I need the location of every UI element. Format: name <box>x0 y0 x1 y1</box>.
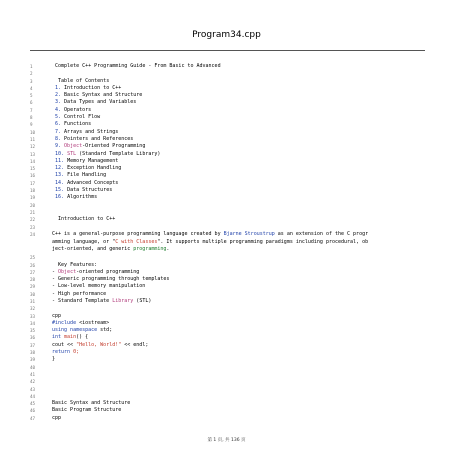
line-number: 44 <box>30 393 36 399</box>
code-line <box>30 291 430 298</box>
code-token: 13. <box>52 172 68 179</box>
code-line <box>30 172 430 179</box>
code-token: std; <box>97 327 113 334</box>
page-footer: 第 1 页, 共 136 页 <box>207 438 246 443</box>
code-line <box>30 342 430 349</box>
code-token: 14. <box>52 179 68 186</box>
code-line <box>30 121 430 128</box>
line-text <box>52 364 430 371</box>
code-token: Algorithms <box>67 194 98 201</box>
code-line <box>30 269 430 276</box>
line-number: 45 <box>30 401 36 407</box>
code-token: Basic Syntax and Structure <box>52 400 131 407</box>
line-number: 23 <box>30 224 36 230</box>
code-token: - Standard Template <box>52 298 113 304</box>
document-title: Program34.cpp <box>192 30 261 40</box>
code-line <box>30 298 430 305</box>
code-line <box>30 407 430 414</box>
line-text <box>52 209 430 216</box>
line-number: 2 <box>30 71 33 77</box>
line-text <box>52 231 430 254</box>
line-number: 10 <box>30 129 36 135</box>
line-number: 19 <box>30 195 36 201</box>
code-line <box>30 305 430 312</box>
code-line <box>30 187 430 194</box>
code-token: 7. <box>52 128 65 135</box>
code-token: 0; <box>70 349 80 356</box>
line-number: 21 <box>30 209 36 215</box>
code-line <box>30 386 430 393</box>
line-number: 24 <box>30 231 36 237</box>
code-token: Basic Syntax and Structure <box>64 92 143 99</box>
line-number: 38 <box>30 350 36 356</box>
line-text <box>52 313 430 320</box>
line-number: 15 <box>30 166 36 172</box>
code-line <box>30 78 430 85</box>
line-number: 20 <box>30 202 36 208</box>
line-text <box>52 78 430 85</box>
line-text <box>52 415 430 422</box>
line-text <box>52 283 430 290</box>
line-text <box>52 172 430 179</box>
line-text <box>52 202 430 209</box>
code-token: #include <box>52 319 80 326</box>
code-token: C++ is a general-purpose programming language created by <box>52 230 224 237</box>
line-number: 8 <box>30 115 33 121</box>
code-line <box>30 378 430 385</box>
code-token: return <box>52 349 71 356</box>
code-token: Basic Program Structure <box>52 407 122 414</box>
line-number: 11 <box>30 136 36 142</box>
code-token: Bjarne Stroustrup <box>223 230 275 237</box>
line-text <box>52 262 430 269</box>
line-text <box>52 407 430 414</box>
code-line <box>30 283 430 290</box>
code-token: 2. <box>52 92 65 99</box>
line-text <box>52 70 430 77</box>
line-number: 29 <box>30 284 36 290</box>
line-number: 5 <box>30 93 33 99</box>
line-number: 9 <box>30 122 33 128</box>
code-token: Introduction to C++ <box>52 216 116 223</box>
line-text <box>52 327 430 334</box>
line-text <box>52 224 430 231</box>
line-text <box>52 194 430 201</box>
line-number: 18 <box>30 188 36 194</box>
line-number: 4 <box>30 85 33 91</box>
line-text <box>52 151 430 158</box>
line-number: 41 <box>30 371 36 377</box>
code-token: (Standard Template Library) <box>76 150 161 157</box>
code-token: Advanced Concepts <box>67 179 119 186</box>
code-token: 12. <box>52 165 68 172</box>
code-token: Key Features: <box>52 261 98 268</box>
line-text <box>52 400 430 407</box>
code-line <box>30 209 430 216</box>
code-token: (STL) <box>133 298 152 304</box>
line-number: 37 <box>30 342 36 348</box>
code-line <box>30 70 430 77</box>
code-token: File Handling <box>67 172 107 179</box>
code-token: ". It supports multiple programming paradigms including procedural, ob ject-oriented, and generic <box>52 238 369 253</box>
code-token: int <box>52 334 62 341</box>
line-number: 46 <box>30 408 36 414</box>
code-line <box>30 276 430 283</box>
code-token: Exception Handling <box>67 165 122 172</box>
code-token: main <box>61 334 77 341</box>
code-line <box>30 143 430 150</box>
code-token: Memory Management <box>67 157 119 164</box>
code-token: Library <box>112 298 134 304</box>
code-line <box>30 136 430 143</box>
code-token: } <box>52 356 56 363</box>
line-number: 27 <box>30 269 36 275</box>
code-token: 3. <box>52 99 65 106</box>
line-text <box>52 114 430 121</box>
line-text <box>52 371 430 378</box>
line-text <box>52 136 430 143</box>
line-number: 6 <box>30 100 33 106</box>
line-text <box>52 349 430 356</box>
line-text <box>52 342 430 349</box>
line-text <box>52 143 430 150</box>
code-token: << endl; <box>121 341 149 348</box>
line-text <box>52 356 430 363</box>
code-token: using namespace <box>52 327 98 334</box>
line-number: 35 <box>30 328 36 334</box>
code-line <box>30 415 430 422</box>
code-token: Object <box>58 268 77 275</box>
line-text <box>52 298 430 305</box>
line-text <box>52 158 430 165</box>
code-line <box>30 349 430 356</box>
line-number: 34 <box>30 320 36 326</box>
line-text <box>52 107 430 114</box>
line-number: 47 <box>30 415 36 421</box>
code-token: 11. <box>52 157 68 164</box>
code-line <box>30 371 430 378</box>
code-token: Complete C++ Programming Guide - From Basic to Advanced <box>52 63 221 69</box>
code-line <box>30 334 430 341</box>
line-number: 26 <box>30 262 36 268</box>
line-text <box>52 276 430 283</box>
code-token: as an extension of the C progr amming language, or " <box>52 230 369 245</box>
code-line <box>30 92 430 99</box>
line-number: 12 <box>30 144 36 150</box>
code-line <box>30 320 430 327</box>
code-line <box>30 364 430 371</box>
code-token: <iostream> <box>79 319 110 326</box>
line-text <box>52 121 430 128</box>
code-token: 8. <box>52 135 65 142</box>
code-token: cpp <box>52 414 62 421</box>
code-line <box>30 393 430 400</box>
code-line <box>30 180 430 187</box>
line-text <box>52 320 430 327</box>
code-line <box>30 158 430 165</box>
line-number: 31 <box>30 299 36 304</box>
code-token: "Hello, World!" <box>76 341 122 348</box>
code-token: 9. <box>52 143 65 150</box>
code-token: . <box>166 246 170 253</box>
code-token: () { <box>76 334 89 341</box>
code-token: 15. <box>52 187 68 194</box>
code-line <box>30 224 430 231</box>
code-token: Functions <box>64 121 92 128</box>
code-token: 16. <box>52 194 68 201</box>
code-line <box>30 231 430 254</box>
code-line <box>30 262 430 269</box>
code-token: STL <box>67 150 77 157</box>
code-token: 1. <box>52 84 65 91</box>
line-text <box>52 393 430 400</box>
line-number: 7 <box>30 107 33 113</box>
code-line <box>30 313 430 320</box>
code-line <box>30 400 430 407</box>
title-divider <box>30 50 425 51</box>
line-number: 33 <box>30 313 36 319</box>
code-line <box>30 216 430 223</box>
code-token: 6. <box>52 121 65 128</box>
line-number: 32 <box>30 306 36 312</box>
line-number: 42 <box>30 379 36 385</box>
code-line <box>30 114 430 121</box>
line-number: 22 <box>30 217 36 223</box>
code-token: 5. <box>52 114 65 121</box>
line-text <box>52 334 430 341</box>
line-text <box>52 180 430 187</box>
line-number: 39 <box>30 357 36 363</box>
code-token: Pointers and References <box>64 135 134 142</box>
code-token: - <box>52 268 59 275</box>
code-token: programming <box>133 246 167 253</box>
line-text <box>52 305 430 312</box>
code-token: cpp <box>52 312 62 319</box>
code-token: -Oriented Programming <box>82 143 146 150</box>
line-text <box>52 386 430 393</box>
code-token: - Low-level memory manipulation <box>52 283 146 290</box>
line-text <box>52 254 430 261</box>
code-token: C with Classes <box>115 238 158 245</box>
code-line <box>30 356 430 363</box>
line-number: 1 <box>30 64 33 69</box>
code-token: Control Flow <box>64 114 101 121</box>
code-line <box>30 63 430 70</box>
code-token: - Generic programming through templates <box>52 276 170 283</box>
code-line <box>30 254 430 261</box>
line-number: 28 <box>30 277 36 283</box>
code-token: Data Types and Variables <box>64 99 137 106</box>
line-number: 14 <box>30 158 36 164</box>
line-text <box>52 378 430 385</box>
line-text <box>52 269 430 276</box>
code-line <box>30 151 430 158</box>
code-line <box>30 99 430 106</box>
line-text <box>52 99 430 106</box>
code-line <box>30 85 430 92</box>
line-number: 43 <box>30 386 36 392</box>
code-token: Introduction to C++ <box>64 84 122 91</box>
code-line <box>30 194 430 201</box>
line-number: 16 <box>30 173 36 179</box>
code-token: cout << <box>52 341 77 348</box>
line-text <box>52 291 430 298</box>
code-line <box>30 165 430 172</box>
code-line <box>30 107 430 114</box>
line-text <box>52 165 430 172</box>
line-text <box>52 92 430 99</box>
code-token: - High performance <box>52 290 107 297</box>
code-token: 10. <box>52 150 68 157</box>
code-line <box>30 327 430 334</box>
code-token: Table of Contents <box>52 77 110 84</box>
code-token: -oriented programming <box>76 268 140 275</box>
line-text <box>52 187 430 194</box>
line-text <box>52 216 430 223</box>
line-number: 36 <box>30 335 36 341</box>
line-number: 17 <box>30 180 36 186</box>
line-number: 25 <box>30 255 36 261</box>
code-token: Operators <box>64 106 92 113</box>
code-line <box>30 202 430 209</box>
code-line <box>30 129 430 136</box>
code-token: Arrays and Strings <box>64 128 119 135</box>
line-number: 3 <box>30 78 33 84</box>
code-token: Data Structures <box>67 187 113 194</box>
code-listing <box>30 63 430 422</box>
line-text <box>52 129 430 136</box>
line-number: 40 <box>30 364 36 370</box>
line-text <box>52 85 430 92</box>
code-token: Object <box>64 143 83 150</box>
line-number: 30 <box>30 291 36 297</box>
line-text <box>52 63 430 70</box>
code-token: 4. <box>52 106 65 113</box>
line-number: 13 <box>30 151 36 157</box>
